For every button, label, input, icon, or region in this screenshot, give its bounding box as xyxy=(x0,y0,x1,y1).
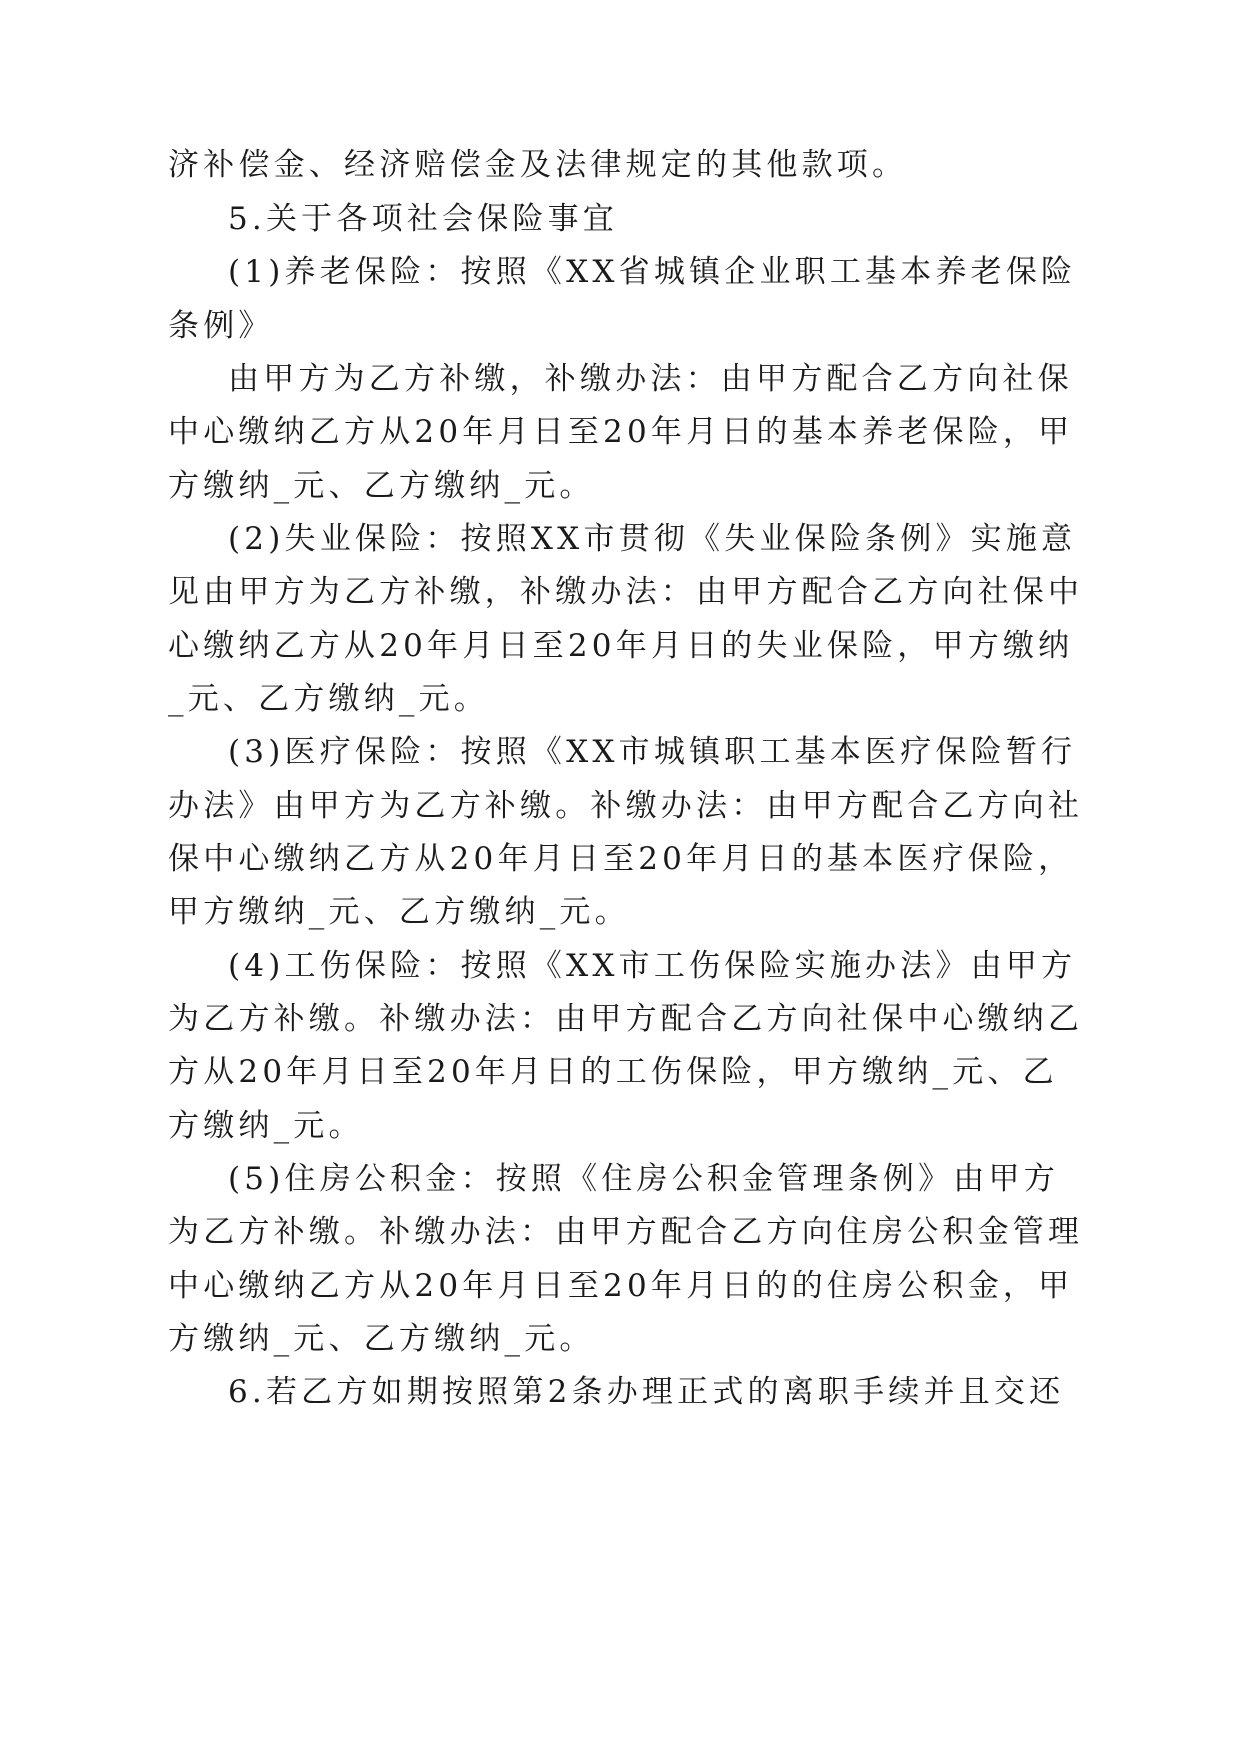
text-line: 方缴纳_元、乙方缴纳_元。 xyxy=(168,1321,595,1357)
text-line: 方从20年月日至20年月日的工伤保险，甲方缴纳_元、乙 xyxy=(168,1054,1058,1090)
text-line: (3)医疗保险：按照《XX市城镇职工基本医疗保险暂行 xyxy=(228,734,1077,770)
text-line: 6.若乙方如期按照第2条办理正式的离职手续并且交还 xyxy=(228,1374,1065,1410)
text-line: 为乙方补缴。补缴办法：由甲方配合乙方向社保中心缴纳乙 xyxy=(168,1001,1084,1037)
text-line: 心缴纳乙方从20年月日至20年月日的失业保险，甲方缴纳 xyxy=(168,628,1074,664)
text-line: 为乙方补缴。补缴办法：由甲方配合乙方向住房公积金管理 xyxy=(168,1214,1084,1250)
text-line: 办法》由甲方为乙方补缴。补缴办法：由甲方配合乙方向社 xyxy=(168,788,1084,824)
text-line: 方缴纳_元、乙方缴纳_元。 xyxy=(168,468,595,504)
text-line: 条例》 xyxy=(168,308,274,344)
section-heading: 5.关于各项社会保险事宜 xyxy=(228,201,618,237)
text-line: (2)失业保险：按照XX市贯彻《失业保险条例》实施意 xyxy=(228,521,1077,557)
text-line: 方缴纳_元。 xyxy=(168,1108,364,1144)
text-line: 见由甲方为乙方补缴，补缴办法：由甲方配合乙方向社保中 xyxy=(168,574,1084,610)
text-line: (4)工伤保险：按照《XX市工伤保险实施办法》由甲方 xyxy=(228,948,1077,984)
text-line: 中心缴纳乙方从20年月日至20年月日的的住房公积金，甲 xyxy=(168,1268,1074,1304)
text-line: 由甲方为乙方补缴，补缴办法：由甲方配合乙方向社保 xyxy=(228,361,1073,397)
text-line: (1)养老保险：按照《XX省城镇企业职工基本养老保险 xyxy=(228,254,1077,290)
text-line: 保中心缴纳乙方从20年月日至20年月日的基本医疗保险， xyxy=(168,841,1074,877)
text-line: 甲方缴纳_元、乙方缴纳_元。 xyxy=(168,894,630,930)
text-line: _元、乙方缴纳_元。 xyxy=(168,681,489,717)
text-line: (5)住房公积金：按照《住房公积金管理条例》由甲方 xyxy=(228,1161,1059,1197)
text-line: 中心缴纳乙方从20年月日至20年月日的基本养老保险，甲 xyxy=(168,414,1074,450)
text-line: 济补偿金、经济赔偿金及法律规定的其他款项。 xyxy=(168,147,908,183)
